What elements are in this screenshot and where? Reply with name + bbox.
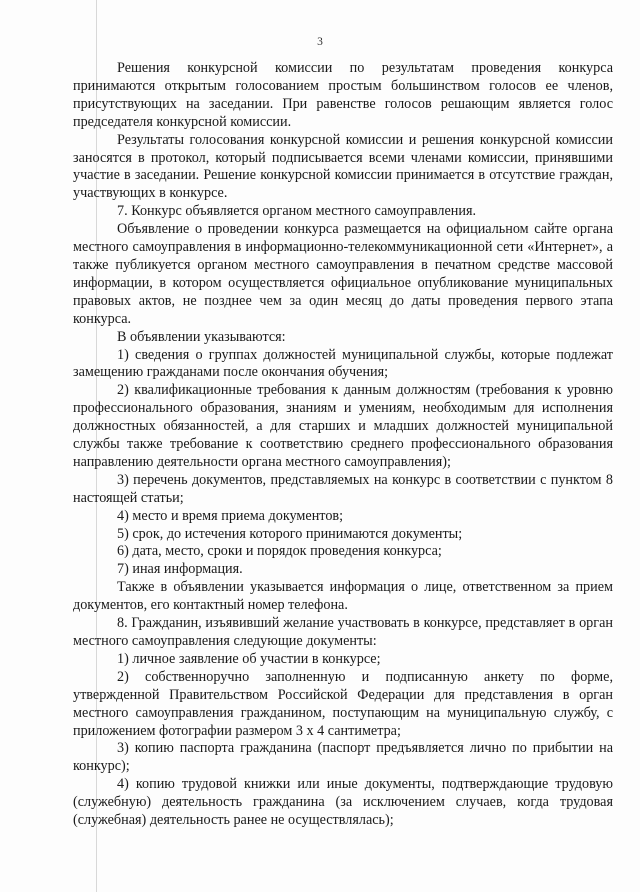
list-item: 2) квалификационные требования к данным должностям (требования к уровню профессионального образования, знаниям и умениям, необходимым для исполнения должностных обязанностей, а для старших и младших должностей муниципальной службы также требование к соответствию среднего профессионального образования направлению деятельности органа местного самоуправления); xyxy=(73,382,613,470)
list-item: 5) срок, до истечения которого принимаются документы; xyxy=(117,525,463,542)
list-item: 1) личное заявление об участии в конкурсе; xyxy=(117,650,381,667)
paragraph: Объявление о проведении конкурса размещается на официальном сайте органа местного самоуправления в информационно-телекоммуникационной сети «Интернет», а также публикуется органом местного самоуправления в печатном средстве массовой информации, в котором осуществляется официальное опубликование муниципальных правовых актов, не позднее чем за один месяц до даты проведения первого этапа конкурса. xyxy=(73,221,613,327)
list-item: 1) сведения о группах должностей муниципальной службы, которые подлежат замещению гражданами после окончания обучения; xyxy=(73,346,613,381)
section-heading: 8. Гражданин, изъявивший желание участвовать в конкурсе, представляет в орган местного самоуправления следующие документы: xyxy=(73,615,613,649)
document-body xyxy=(73,60,613,830)
paragraph: Также в объявлении указывается информация о лице, ответственном за прием документов, его контактный номер телефона. xyxy=(73,579,613,614)
list-item: 2) собственноручно заполненную и подписанную анкету по форме, утвержденной Правительством Российской Федерации для представления в орган местного самоуправления гражданином, поступающим на муниципальную службу, с приложением фотографии размером 3 х 4 сантиметра; xyxy=(73,668,613,739)
paragraph: Результаты голосования конкурсной комиссии и решения конкурсной комиссии заносятся в протокол, который подписывается всеми членами комиссии, принявшими участие в заседании. Решение конкурсной комиссии принимается в отсутствие граждан, участвующих в конкурсе. xyxy=(73,131,613,202)
list-item: 3) копию паспорта гражданина (паспорт предъявляется лично по прибытии на конкурс); xyxy=(73,740,613,775)
list-item: 6) дата, место, сроки и порядок проведения конкурса; xyxy=(117,543,442,560)
list-item: 3) перечень документов, представляемых на конкурс в соответствии с пунктом 8 настоящей статьи; xyxy=(73,471,613,506)
section-heading: 7. Конкурс объявляется органом местного самоуправления. xyxy=(117,203,477,220)
list-item: 4) место и время приема документов; xyxy=(117,507,344,524)
page-number: 3 xyxy=(317,36,323,48)
paragraph: В объявлении указываются: xyxy=(117,328,286,345)
list-item: 4) копию трудовой книжки или иные документы, подтверждающие трудовую (служебную) деятельность гражданина (за исключением случаев, когда трудовая (служебная) деятельность ранее не осуществлялась); xyxy=(73,776,613,829)
paragraph: Решения конкурсной комиссии по результатам проведения конкурса принимаются открытым голосованием простым большинством голосов ее членов, присутствующих на заседании. При равенстве голосов решающим является голос председателя конкурсной комиссии. xyxy=(73,60,613,130)
list-item: 7) иная информация. xyxy=(117,561,243,578)
